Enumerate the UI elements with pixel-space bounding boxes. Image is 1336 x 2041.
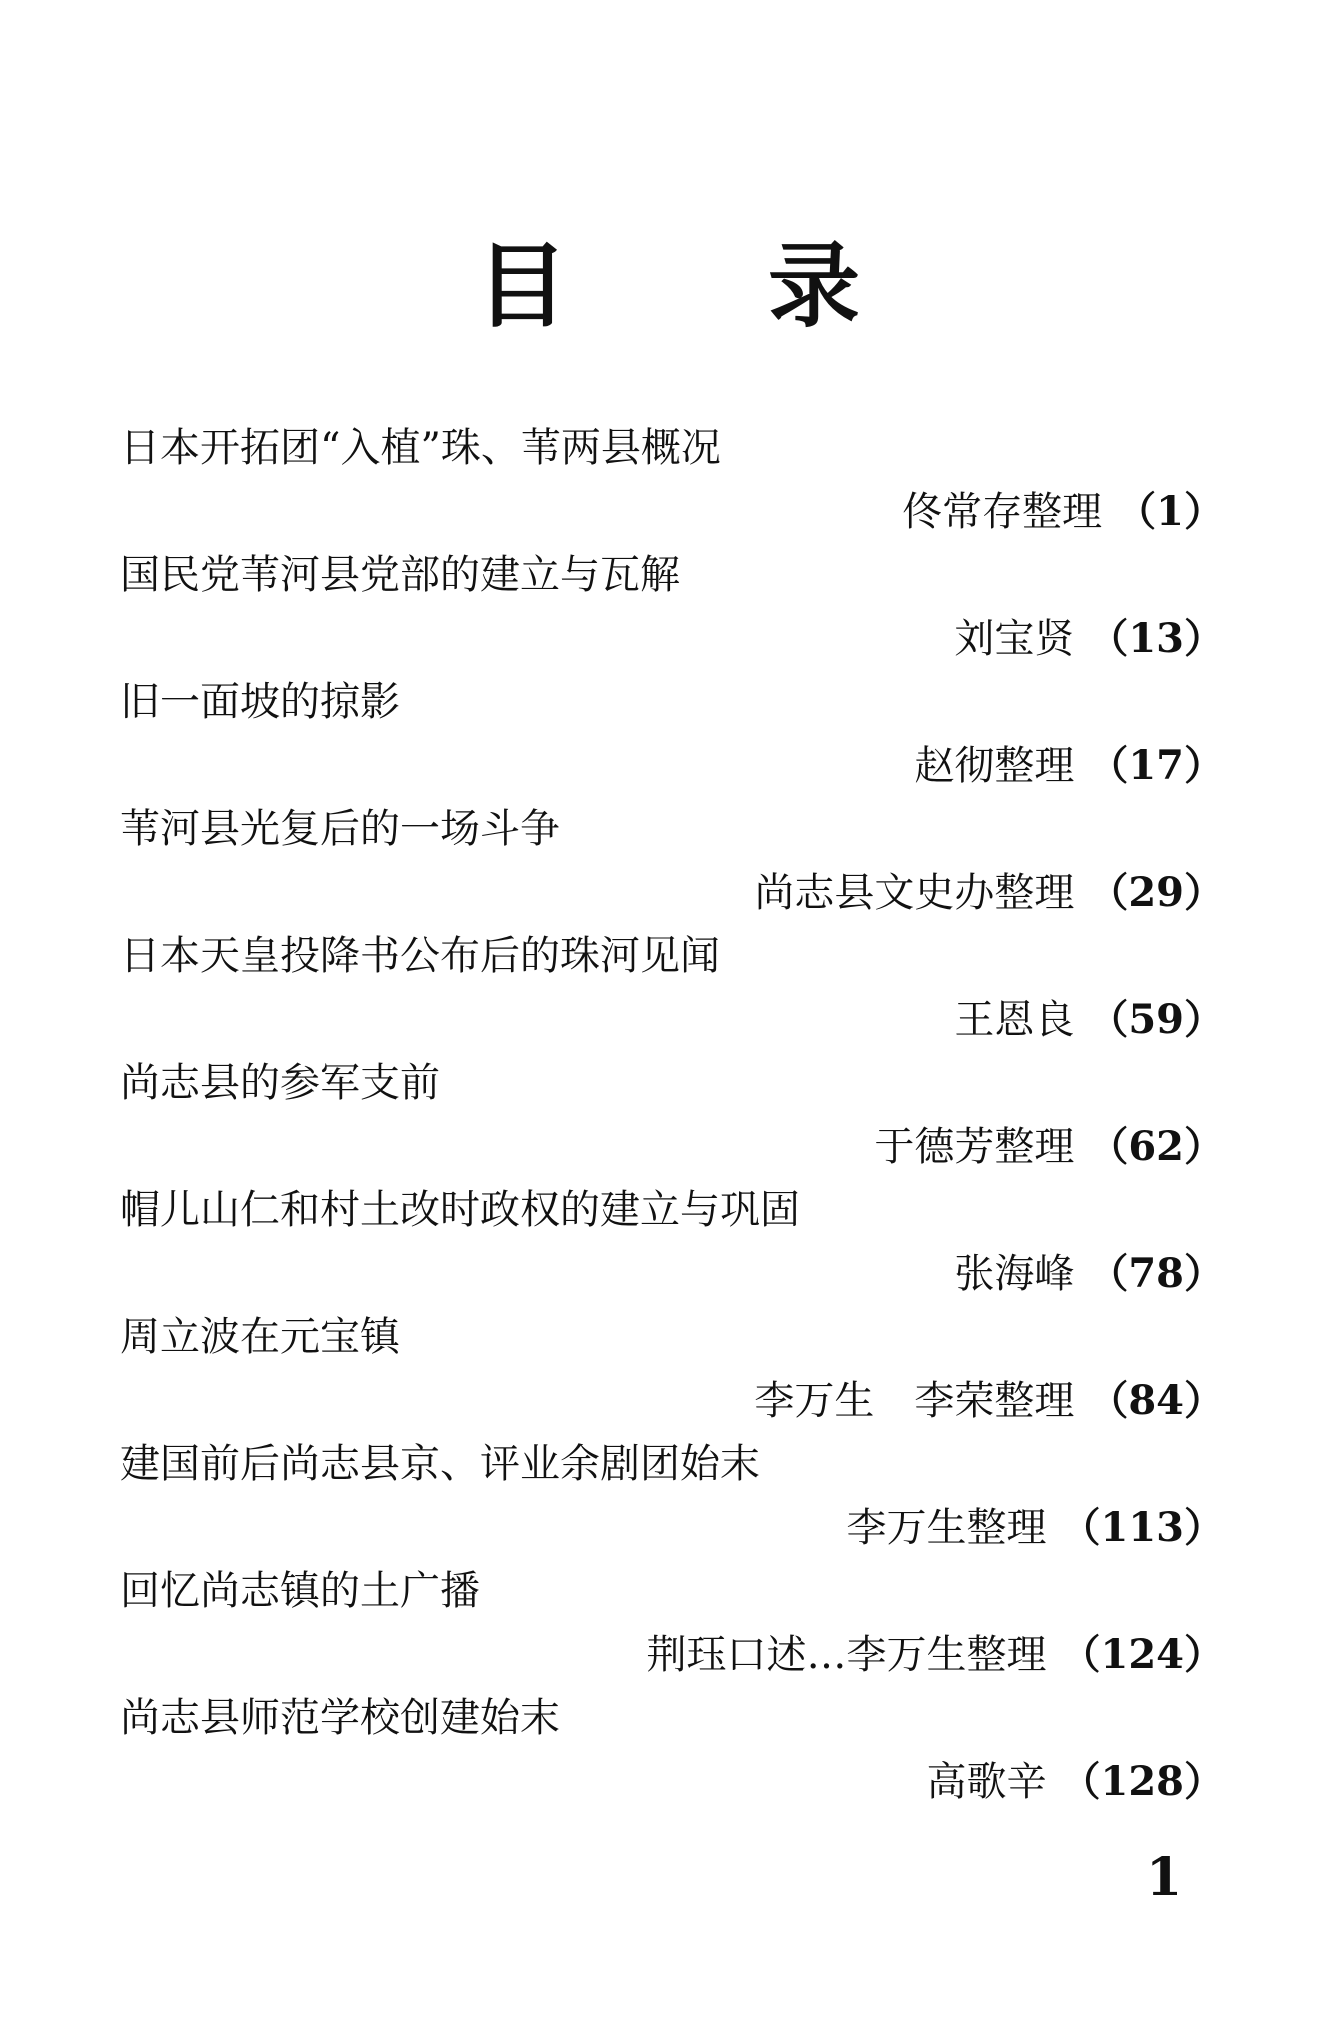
- entry-author: 荆珏口述…李万生整理: [646, 1632, 1047, 1678]
- entry-leader-line: [248, 738, 1224, 794]
- title-char-2: 录: [768, 232, 861, 340]
- dot-leader: [248, 1627, 641, 1683]
- toc-entry[interactable]: [120, 1690, 1224, 1817]
- toc-entry[interactable]: [120, 420, 1224, 547]
- dot-leader: [248, 1119, 868, 1175]
- entry-page-number: （13）: [1088, 615, 1224, 662]
- entry-author: 李万生 李荣整理: [754, 1378, 1075, 1424]
- entry-title: 回忆尚志镇的土广播: [120, 1568, 480, 1614]
- entry-page-number: （62）: [1088, 1123, 1224, 1170]
- entry-page-number: （128）: [1060, 1758, 1224, 1805]
- entry-author: 张海峰: [954, 1251, 1075, 1297]
- entry-title: 日本天皇投降书公布后的珠河见闻: [120, 933, 720, 979]
- entry-leader-line: [248, 1500, 1224, 1556]
- toc-entry[interactable]: [120, 1055, 1224, 1182]
- entry-author: 于德芳整理: [874, 1124, 1075, 1170]
- table-of-contents: [120, 420, 1224, 1817]
- entry-title: 日本开拓团“入植”珠、苇两县概况: [120, 425, 721, 471]
- entry-leader-line: [248, 1627, 1224, 1683]
- entry-leader-line: [248, 484, 1224, 540]
- entry-author: 佟常存整理: [902, 489, 1103, 535]
- dot-leader: [248, 1754, 921, 1810]
- toc-entry[interactable]: [120, 1182, 1224, 1309]
- toc-entry[interactable]: [120, 1436, 1224, 1563]
- entry-author: 王恩良: [954, 997, 1075, 1043]
- dot-leader: [248, 992, 948, 1048]
- dot-leader: [248, 865, 748, 921]
- entry-leader-line: [248, 611, 1224, 667]
- entry-page-number: （59）: [1088, 996, 1224, 1043]
- toc-entry[interactable]: [120, 1563, 1224, 1690]
- dot-leader: [248, 1373, 748, 1429]
- toc-entry[interactable]: [120, 674, 1224, 801]
- entry-author: 高歌辛: [926, 1759, 1047, 1805]
- entry-title: 旧一面坡的掠影: [120, 679, 400, 725]
- entry-leader-line: [248, 992, 1224, 1048]
- folio-page-number: 1: [1146, 1847, 1183, 1908]
- dot-leader: [248, 484, 896, 540]
- page-title: [0, 232, 1336, 340]
- entry-author: 赵彻整理: [914, 743, 1075, 789]
- entry-title: 尚志县师范学校创建始末: [120, 1695, 560, 1741]
- entry-page-number: （29）: [1088, 869, 1224, 916]
- entry-page-number: （1）: [1116, 488, 1224, 535]
- entry-title: 国民党苇河县党部的建立与瓦解: [120, 552, 680, 598]
- entry-leader-line: [248, 1246, 1224, 1302]
- entry-title: 尚志县的参军支前: [120, 1060, 440, 1106]
- entry-leader-line: [248, 865, 1224, 921]
- entry-leader-line: [248, 1119, 1224, 1175]
- entry-leader-line: [248, 1754, 1224, 1810]
- entry-title: 帽儿山仁和村土改时政权的建立与巩固: [120, 1187, 800, 1233]
- entry-title: 苇河县光复后的一场斗争: [120, 806, 560, 852]
- toc-entry[interactable]: [120, 547, 1224, 674]
- entry-page-number: （78）: [1088, 1250, 1224, 1297]
- entry-title: 建国前后尚志县京、评业余剧团始末: [120, 1441, 760, 1487]
- toc-entry[interactable]: [120, 801, 1224, 928]
- title-char-1: 目: [475, 232, 568, 340]
- dot-leader: [248, 1246, 948, 1302]
- dot-leader: [248, 1500, 841, 1556]
- toc-entry[interactable]: [120, 928, 1224, 1055]
- entry-author: 刘宝贤: [954, 616, 1075, 662]
- entry-page-number: （17）: [1088, 742, 1224, 789]
- entry-author: 李万生整理: [846, 1505, 1047, 1551]
- entry-page-number: （113）: [1060, 1504, 1224, 1551]
- entry-author: 尚志县文史办整理: [754, 870, 1075, 916]
- entry-leader-line: [248, 1373, 1224, 1429]
- entry-title: 周立波在元宝镇: [120, 1314, 400, 1360]
- dot-leader: [248, 738, 908, 794]
- dot-leader: [248, 611, 948, 667]
- toc-entry[interactable]: [120, 1309, 1224, 1436]
- entry-page-number: （84）: [1088, 1377, 1224, 1424]
- entry-page-number: （124）: [1060, 1631, 1224, 1678]
